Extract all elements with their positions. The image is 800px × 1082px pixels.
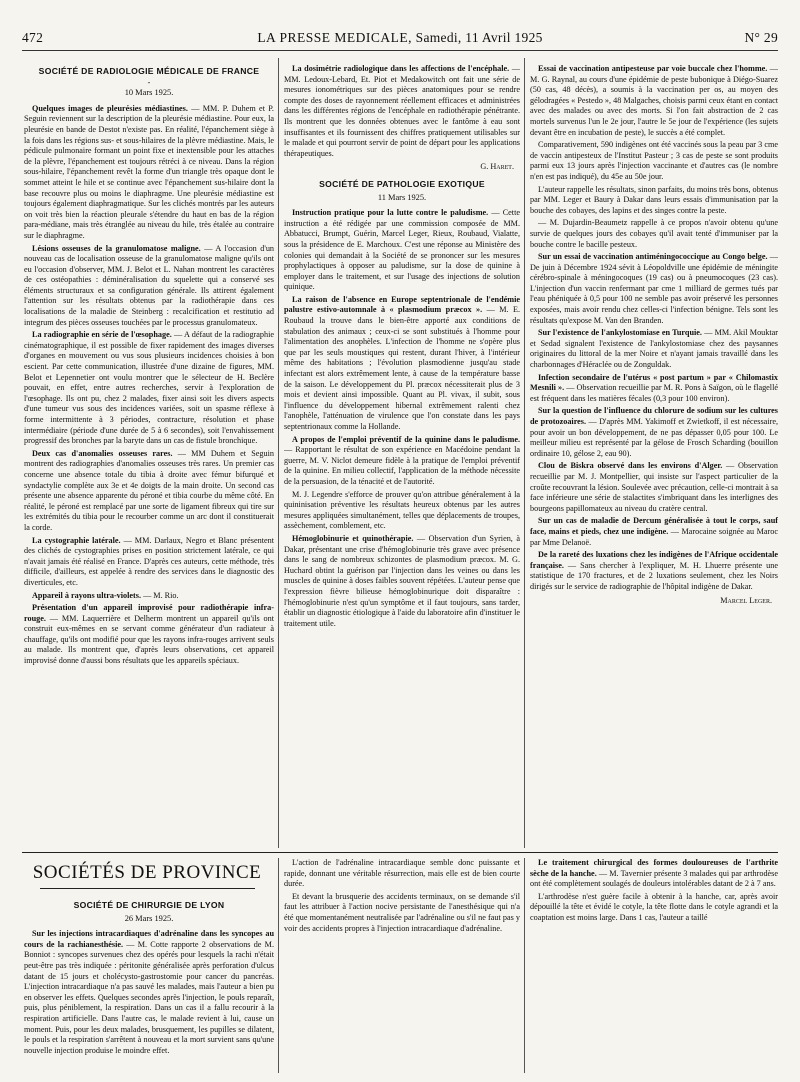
article-paragraph [530,373,778,405]
article-heading: Présentation d'un appareil improvisé pour radiothérapie infra-rouge. [24,603,274,623]
article-text: — M. G. Raynal, au cours d'une épidémie de peste bubonique à Diégo-Suarez (50 cas, 48 décès), a soumis à la vaccination per os, au moyen des gélodragées « Pestedo », 48 Malgaches, choisis parmi ceux étant en contact avec des malades ou avec des morts. Si l'on fait abstraction de 2 cas mortels survenus l'un le 2e jour, l'autre le 5e jour de l'expérience (les sujets devant être en incubation de peste), le succès a été complet. [530,64,778,137]
article-text: M. J. Legendre s'efforce de prouver qu'on attribue généralement à la quininisation préventive les résultats heureux obtenus par les autres mesures appliquées simultanément, telles que déplacements de troupes, assèchement, comblement, etc. [284,489,520,531]
article-heading: La radiographie en série de l'œsophage. [32,330,172,340]
article-heading: De la rareté des luxations chez les indigènes de l'Afrique occidentale française. [530,550,778,570]
article-heading: Sur un essai de vaccination antiméningococcique au Congo belge. [538,252,768,262]
article-paragraph [24,591,274,602]
article-paragraph [530,140,778,182]
article-heading: Sur les injections intracardiaques d'adrénaline dans les syncopes au cours de la rachianesthésie. [24,929,274,949]
article-text: — M. Rio. [141,590,179,600]
article-text: — Rapportant le résultat de son expérience en Macédoine pendant la guerre, M. V. Niclot demeure fidèle à la pratique de l'emploi préventif de la quinine. En milieu collectif, l'application de la méthode nécessite de la persuasion, de la ténacité et de l'autorité. [284,445,520,486]
article-heading: Le traitement chirurgical des formes douloureuses de l'arthrite sèche de la hanche. [530,858,778,878]
article-paragraph [24,929,274,1056]
article-heading: Hémoglobinurie et quinothérapie. [292,533,414,543]
article-text: L'arthrodèse n'est guère facile à obtenir à la hanche, car, après avoir dépouillé la tête et évidé le cotyle, la tête flotte dans le cotyle agrandi et la coaptation est moins large. Dans 1 cas, l'auteur a taillé [530,891,778,922]
column-divider [278,858,279,1073]
article-text: — MM. Darlaux, Negro et Blanc présentent des clichés de cystographies prises en position strictement latérale, ce qui n'avait jamais été réalisé en France. D'après ces auteurs, cette méthode, très difficile, d'ailleurs, est appelée à rendre des services dans le diagnostic des diverticules, etc. [24,535,274,587]
article-text: — De juin à Décembre 1924 sévit à Léopoldville une épidémie de méningite cérébro-spinale à méningocoques (19 cas) ou à pneumocoques (23 cas). L'injection d'un vaccin renfermant par cme 1 milliard de germes tués par l'eau phéniquée à 0,5 pour 100 ne semble pas avoir préservé les personnes exposées, mais avoir rendu chez celles-ci l'infection bénigne. Tels sont les résultats qu'expose M. Van den Branden. [530,252,778,325]
article-paragraph [284,64,520,159]
article-paragraph [24,449,274,534]
article-paragraph [530,550,778,592]
article-text: — MM. P. Duhem et P. Seguin reviennent sur la description de la pleurésie médiastine. Pour eux, la pleurésie en bande de Destot n'existe pas. En réalité, l'épanchement siège à la fois dans les régions sus- et sous-hilaires de la plèvre médiastine. Mais, le pédicule pulmonaire formant un point fixe et inextensible pour les attaches de la plèvre, l'épanchement est toujours rétréci à ce niveau. Dans la région sous-hilaire, l'épanchement revêt la forme d'un triangle très opaque dont le sommet atteint le hile et se continue avec l'épanchement sus-hilaire dont la base recouvre plus ou moins le diaphragme. Une pleurésie médiastine est toujours également diaphragmatique. Sur les clichés montrés par les auteurs on voit très bien la réaction pleurale s'étendre du haut en bas de la région para-médiane, mais très étranglée au niveau du hile, très étalée au contraire sur le diaphragme. [24,103,274,240]
article-text: Comparativement, 590 indigènes ont été vaccinés sous la peau par 3 cme de vaccin antipesteux de l'Institut Pasteur ; 3 cas de peste se sont produits parmi eux 13 jours après l'injection vaccinante et d'autres cas (le nombre n'en est pas indiqué), du 45e au 50e jour. [530,140,778,181]
column-divider [524,858,525,1073]
signature-exotique: Marcel Leger. [720,595,772,605]
article-text: — M. Cotte rapporte 2 observations de M. Bonniot : syncopes survenues chez des opérés pour lesquels la rachi n'était peut-être pas très indiquée : péritonite généralisée après perforation d'ulcus datant de 15 jours et cholécysto-gastrostomie pour cancer du pancréas. L'injection intracardiaque n'a pas sauvé les malades, mais l'auteur a bien pu en observer les effets. Quelques secondes après l'injection, le pouls reparaît, puis, plus péniblement, la respiration. Dans un cas il a fallu recourir à la respiration artificielle. Dans l'autre cas, le malade revient à lui, cause un moment. Puis, pour les deux malades, brusquement, les pupilles se dilatent, le pouls et la respiration s'arrêtent à nouveau et la mort survient sans qu'une nouvelle injection produise le moindre effet. [24,939,274,1055]
article-paragraph [530,461,778,514]
article-text: L'auteur rappelle les résultats, sinon parfaits, du moins très bons, obtenus par MM. Leger et Baury à Dakar dans leurs essais d'immunisation par la bouche des cobayes, des lapins et des singes contre la peste. [530,184,778,215]
article-text: — M. Dujardin-Beaumetz rappelle à ce propos n'avoir obtenu qu'une survie de quelques jours des cobayes qu'il avait tenté d'immuniser par la bouche contre le bacille pesteux. [530,218,778,249]
article-heading: A propos de l'emploi préventif de la quinine dans le paludisme. [292,434,520,444]
article-heading: Appareil à rayons ultra-violets. [32,590,142,600]
article-paragraph [24,330,274,447]
article-heading: Sur la question de l'influence du chlorure de sodium sur les cultures de protozoaires. [530,406,778,426]
province-title: SOCIÉTÉS DE PROVINCE [32,862,262,883]
section-title-exotique: SOCIÉTÉ DE PATHOLOGIE EXOTIQUE [319,178,485,189]
article-paragraph [530,516,778,548]
article-text: — M. Tavernier présente 3 malades qui par arthrodèse ont été complètement soulagés de douleurs intolérables datant de 2 à 7 ans. [530,868,778,889]
section-date-exotique: 11 Mars 1925. [377,192,427,202]
article-heading: Instruction pratique pour la lutte contre le paludisme. [292,208,489,218]
article-text: — D'après MM. Yakimoff et Zwietkoff, il est nécessaire, pour avoir un bon développement, de ne pas dépasser 0,05 pour 100. Le meilleur milieu est représenté par la gélose de Frosch Scharding (bouillon ordinaire 10, gélose 2, eau 90). [530,417,778,458]
article-text: — A défaut de la radiographie cinématographique, il est possible de fixer rapidement des images diverses d'organes en mouvement ou vus sous plusieurs incidences choisies à bon escient. Par cette communication, illustrée d'une dizaine de figures, MM. Belot et Lepennetier ont voulu montrer que le sélecteur de H. Beclère pouvait, en effet, entre autres recherches, servir à l'exploration de l'œsophage. Ils ont pu, chez 2 malades, fixer ainsi soit les divers aspects d'une tumeur vus sous des incidences variées, soit un spasme réflexe à forme intermittente à 3 périodes, contracture, résolution et phase intermédiaire (période d'une durée de 5 à 6 secondes), soit l'envahissement progressif des bronches par la baryte dans un cas de fistule bronchique. [24,330,274,446]
article-text: — MM. Laquerrière et Delherm montrent un appareil qu'ils ont construit eux-mêmes en se servant comme générateur d'un radiateur à chauffage, qu'ils ont modifié pour que les rayons infra-rouges arrivent seuls au malade. Ils montrent que, d'après leurs observations, cet appareil improvisé donne d'aussi bons résultats que les appareils spéciaux. [24,613,274,666]
column-2 [284,64,520,848]
article-paragraph [284,490,520,532]
article-text: — M. E. Roubaud la trouve dans le bien-être apporté aux conditions de stabulation des animaux ; ceux-ci se sont substitués à l'homme pour l'alimentation des anophèles. L'infection de l'homme ne s'opère plus que par les seuls moustiques qui restent, durant l'hiver, à l'intérieur même des habitations ; l'évolution plasmodienne jusqu'au stade infectant est alors extrêmement lente, à cause de la température basse de la saison. Le développement du Pl. præcox nécessiterait plus de 3 mois et devient ainsi impossible. Quant au Pl. vivax, il subit, sous l'influence du développement hibernal extrêmement ralenti chez l'anophèle, l'atténuation de virulence que l'on constate dans les pays septentrionaux comme la Hollande. [284,305,520,431]
article-heading: La raison de l'absence en Europe septentrionale de l'endémie palustre estivo-automnale à « plasmodium præcox ». [284,294,520,315]
article-text: — MM Duhem et Seguin montrent des radiographies d'anomalies osseuses très rares. Un premier cas concerne une absence totale du tibia à droite avec fémur bifurqué et syndactylie complète aux 3e et 4e doigts de la main droite. Un second cas présente une absence apparente du péroné et tibia courbe du même côté. En réalité, le péroné est remplacé par une sorte de ligament fibreux qui tire sur les extrémités du tibia pour le recourber comme un arc dont il constituerait la corde. [24,448,274,532]
journal-heading [22,30,778,46]
section-date-lyon: 26 Mars 1925. [124,913,174,923]
column-province-3 [530,858,778,1076]
article-text: — Sans chercher à l'expliquer, M. H. Lhuerre présente une statistique de 170 fractures, et de 2 luxations seulement, chez les Noirs dirigés sur le service de radiographie de l'hôpital indigène de Dakar. [530,560,778,591]
section-title-lyon: SOCIÉTÉ DE CHIRURGIE DE LYON [73,900,225,910]
article-text: — MM. Ledoux-Lebard, Et. Piot et Medakowitch ont fait une série de mesures ionométriques sur des pièces anatomiques pour se rendre compte des doses de rayonnement réellement efficaces et administrées dans les différentes régions de l'encéphale en radiothérapie pénétrante. Ils montrent que les données obtenues avec le fantôme à eau sont insuffisantes et ils fournissent des chiffres pratiquement utilisables sur le malade et qui pourront servir de point de départ pour les applications thérapeutiques. [284,64,520,158]
article-paragraph [530,218,778,250]
issue-number: N° 29 [744,30,778,45]
article-text: — Marocaine soignée au Maroc par Mme Delanoë. [530,526,778,547]
article-heading: Sur un cas de maladie de Dercum généralisée à tout le corps, sauf face, mains et pieds, chez une indigène. [530,516,778,536]
article-paragraph [530,252,778,326]
article-paragraph [530,406,778,459]
title-underline [40,888,255,889]
article-text: Et devant la brusquerie des accidents terminaux, on se demande s'il faut les attribuer à l'action nocive persistante de l'anesthésique qui n'a été que momentanément neutralisée par l'adrénaline ou s'il ne faut pas y voir des accidents propres à l'injection intracardiaque d'adrénaline. [284,891,520,933]
journal-title: LA PRESSE MEDICALE, [257,30,412,45]
article-text: — A l'occasion d'un nouveau cas de localisation osseuse de la granulomatose maligne qu'ils ont eu l'occasion d'observer, MM. J. Belot et L. Nahan montrent les caractères de ces ostéopathies : déminéralisation du squelette qui a conservé ses éléments structuraux et sa configuration générale. Ils attirent également l'attention sur les résultats obtenus par la radiothérapie dans ces localisations de la maladie de Steinberg : recalcification et restitutio ad integrum des pièces osseuses touchées par le processus granulomateux. [24,243,274,327]
section-divider [22,852,778,853]
page-number: 472 [22,30,44,45]
section-title-radiologie: SOCIÉTÉ DE RADIOLOGIE MÉDICALE DE FRANCE [38,66,260,76]
article-text: — Observation recueillie par M. R. Pons à Saïgon, où le flagellé est fréquent dans les matières fécales (0,3 pour 100 environ). [530,383,778,403]
article-text: — Cette instruction a été rédigée par une commission composée de MM. Abbatucci, Brumpt, Guérin, Marcel Leger, Rieux, Roubaud, Vialatte, sous la présidence de E. Marchoux. C'est une réponse au Ministère des colonies qui demandait à la Société de se prononcer sur les mesures prophylactiques à opposer au paludisme, sur la dose de quinine à employer dans le traitement, et sur l'usage des injections de solution quinique. [284,208,520,292]
article-heading: Lésions osseuses de la granulomatose maligne. [32,243,201,253]
ornament-mark: - [147,77,151,87]
article-paragraph [24,536,274,589]
article-heading: La dosimétrie radiologique dans les affections de l'encéphale. [292,64,510,73]
article-heading: Deux cas d'anomalies osseuses rares. [32,448,173,458]
signature-radiologie: G. Haret. [480,162,514,172]
article-paragraph [284,208,520,293]
column-divider [524,58,525,848]
article-paragraph [284,892,520,934]
article-paragraph [284,295,520,433]
article-heading: Quelques images de pleurésies médiastines. [32,103,188,113]
column-divider [278,58,279,848]
article-heading: La cystographie latérale. [32,535,121,545]
article-heading: Infection secondaire de l'utérus « post partum » par « Chilomastix Mesnili ». [530,372,778,393]
article-heading: Sur l'existence de l'ankylostomiase en Turquie. [538,328,702,338]
article-paragraph [284,534,520,629]
article-text: — MM. Akil Mouktar et Sedad signalent l'existence de l'ankylostomiase chez des paysannes originaires du littoral de la mer Noire et n'ayant jamais travaillé dans les charbonnages d'Héraclée ou de Zonguldak. [530,328,778,370]
article-paragraph [530,892,778,924]
column-province-2 [284,858,520,1076]
article-paragraph [284,858,520,890]
article-paragraph [24,603,274,667]
column-1 [24,64,274,848]
article-paragraph [24,104,274,242]
article-text: — Observation d'un Syrien, à Dakar, présentant une crise d'hémoglobinurie très grave avec présence dans le sang de nombreux schizontes de plasmodium præcox. M. G. Huchard obtint la guérison par l'injection dans les veines ou dans les muscles de quinine à doses faibles souvent répétées. L'auteur pense que l'expression fièvre bilieuse hémoglobinurique doit disparaître : l'hémoglobinurie n'est qu'un symptôme et il faut toujours, sans tarder, établir un diagnostic étiologique à l'aide du laboratoire afin d'instituer le traitement utile. [284,533,520,628]
section-date-radiologie: 10 Mars 1925. [124,88,174,98]
running-head [22,28,778,51]
article-paragraph [530,328,778,370]
article-heading: Essai de vaccination antipesteuse par voie buccale chez l'homme. [538,64,768,73]
issue-date: Samedi, 11 Avril 1925 [415,30,543,45]
article-text: — Observation recueillie par M. J. Montpellier, qui insiste sur l'aspect particulier de la croûte recouvrant la lésion. Soulevée avec précaution, celle-ci montrait à sa face inférieure une série de stalactites s'imbriquant dans les interlignes des bourgeons papillomateux au niveau du cratère central. [530,461,778,513]
column-province-1 [24,898,274,1076]
article-paragraph [530,64,778,138]
article-heading: Clou de Biskra observé dans les environs d'Alger. [538,461,723,471]
article-paragraph [24,244,274,329]
article-text: L'action de l'adrénaline intracardiaque semble donc puissante et rapide, donnant une véritable résurrection, mais elle est de bien courte durée. [284,858,520,889]
article-paragraph [530,858,778,890]
article-paragraph [530,185,778,217]
column-3 [530,64,778,848]
article-paragraph [284,435,520,488]
